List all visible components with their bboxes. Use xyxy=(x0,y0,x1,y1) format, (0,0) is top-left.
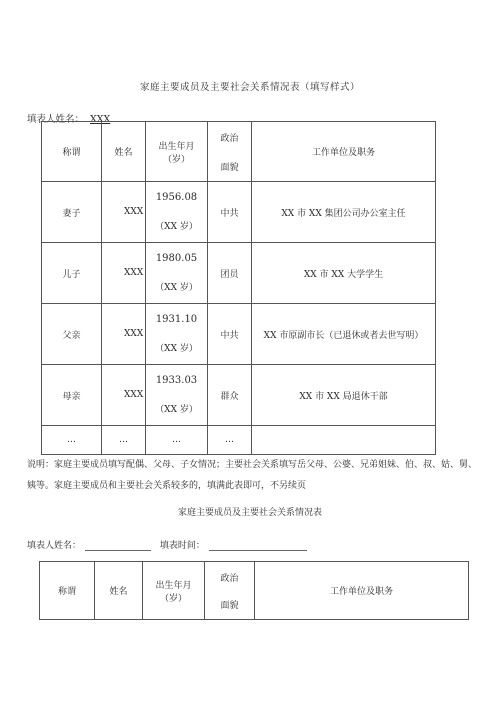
row-birth xyxy=(146,182,208,243)
row-appellation: 儿子 xyxy=(42,243,102,304)
header-political xyxy=(208,122,252,182)
filler-time-blank[interactable] xyxy=(209,540,307,551)
row-work: XX 市 XX 局退休干部 xyxy=(252,365,436,426)
table-row xyxy=(42,365,436,426)
row-name: XXX xyxy=(102,365,146,426)
header-birth-line2: （岁） xyxy=(162,154,190,165)
filler-name-value: XXX xyxy=(90,114,111,125)
row-political: 中共 xyxy=(208,304,252,365)
header-work: 工作单位及职务 xyxy=(255,562,469,620)
row-political: 中共 xyxy=(208,182,252,243)
instructions-note: 说明：家庭主要成员填写配偶、父母、子女情况；主要社会关系填写岳父母、公婆、兄弟姐妹、伯、叔、姑、舅、姨等。家庭主要成员和主要社会关系较多的，填满此表即可，不另续页 xyxy=(27,460,478,491)
header-name: 姓名 xyxy=(95,562,143,620)
filler-name-label: 填表人姓名： xyxy=(27,541,82,551)
header-political xyxy=(205,562,255,620)
ellipsis-cell: … xyxy=(208,426,252,455)
row-birth-date: 1980.05 xyxy=(155,253,198,264)
header-appellation: 称谓 xyxy=(42,122,102,182)
header-birth-line1: 出生年月 xyxy=(158,141,195,152)
family-table-sample xyxy=(41,121,436,455)
filler-name-blank[interactable] xyxy=(85,540,151,551)
row-birth xyxy=(146,365,208,426)
header-birth-line2: （岁） xyxy=(159,593,187,604)
filler-name-label: 填表人姓名： xyxy=(27,114,85,125)
row-age: （XX 岁） xyxy=(155,344,198,354)
row-age: （XX 岁） xyxy=(155,283,198,293)
page-title: 家庭主要成员及主要社会关系情况表（填写样式） xyxy=(139,82,360,93)
row-age: （XX 岁） xyxy=(155,222,198,232)
row-birth-date: 1933.03 xyxy=(155,375,198,386)
table-header-row xyxy=(40,562,469,620)
row-birth xyxy=(146,304,208,365)
header-birth xyxy=(143,562,205,620)
table-row xyxy=(42,304,436,365)
header-work: 工作单位及职务 xyxy=(252,122,436,182)
row-name: XXX xyxy=(102,304,146,365)
family-table-blank xyxy=(39,561,469,620)
header-birth-line1: 出生年月 xyxy=(155,580,192,591)
blank-filler-line xyxy=(27,538,311,551)
ellipsis-cell: … xyxy=(146,426,208,455)
row-birth-date: 1956.08 xyxy=(155,192,198,203)
empty-cell xyxy=(252,426,436,455)
header-birth xyxy=(146,122,208,182)
blank-form-title: 家庭主要成员及主要社会关系情况表 xyxy=(177,508,322,518)
row-work: XX 市原副市长（已退休或者去世写明） xyxy=(252,304,436,365)
row-birth xyxy=(146,243,208,304)
header-political-line2: 面貌 xyxy=(220,162,239,173)
header-political-line1: 政治 xyxy=(220,573,239,584)
row-birth-date: 1931.10 xyxy=(155,314,198,325)
row-work: XX 市 XX 大学学生 xyxy=(252,243,436,304)
row-political: 群众 xyxy=(208,365,252,426)
row-political: 团员 xyxy=(208,243,252,304)
row-appellation: 父亲 xyxy=(42,304,102,365)
table-row xyxy=(42,243,436,304)
ellipsis-cell: … xyxy=(42,426,102,455)
row-appellation: 母亲 xyxy=(42,365,102,426)
header-political-line2: 面貌 xyxy=(220,600,239,611)
ellipsis-cell: … xyxy=(102,426,146,455)
table-row-ellipsis xyxy=(42,426,436,455)
header-political-line1: 政治 xyxy=(220,133,239,144)
table-row xyxy=(42,182,436,243)
row-name: XXX xyxy=(102,243,146,304)
filler-time-label: 填表时间： xyxy=(159,541,205,551)
header-name: 姓名 xyxy=(102,122,146,182)
row-appellation: 妻子 xyxy=(42,182,102,243)
row-age: （XX 岁） xyxy=(155,405,198,415)
row-name: XXX xyxy=(102,182,146,243)
table-header-row xyxy=(42,122,436,182)
row-work: XX 市 XX 集团公司办公室主任 xyxy=(252,182,436,243)
header-appellation: 称谓 xyxy=(40,562,95,620)
